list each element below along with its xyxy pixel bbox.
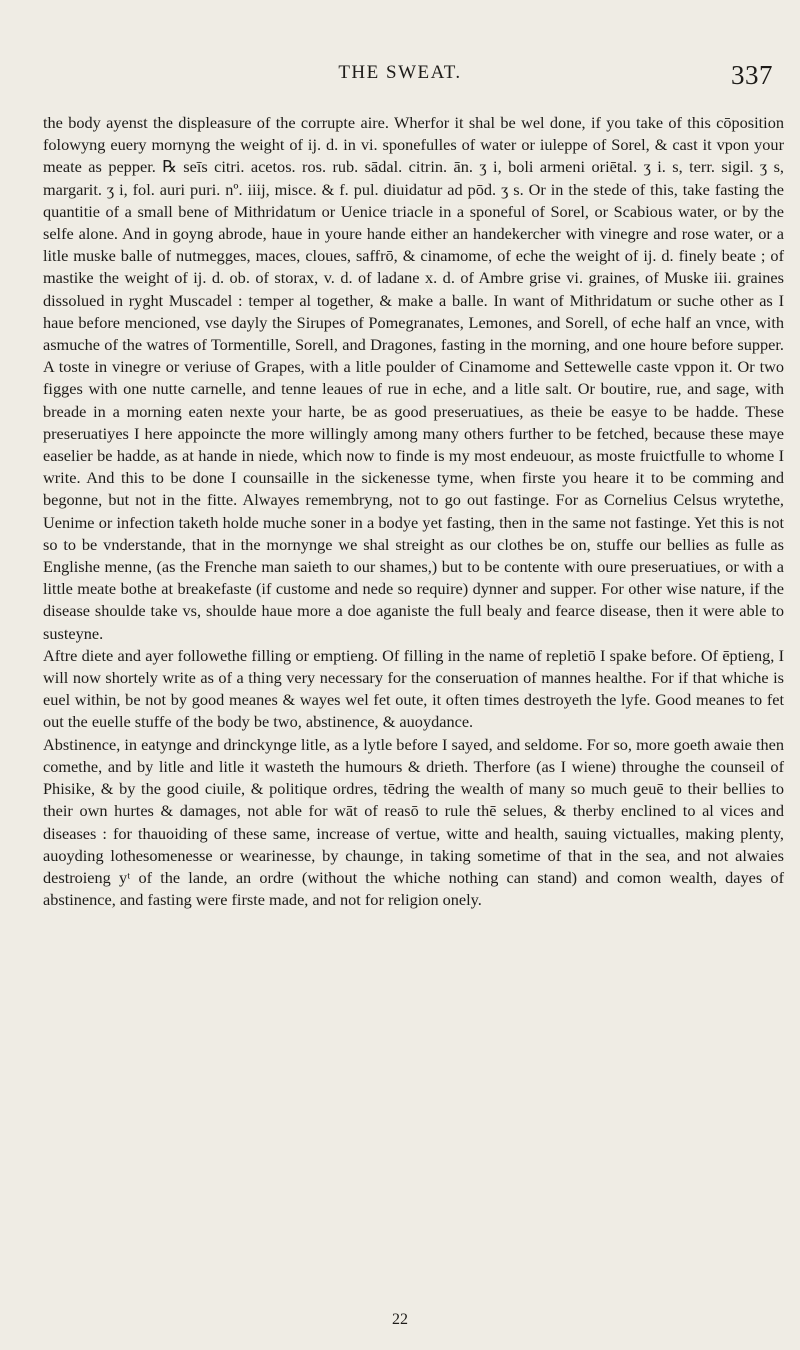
paragraph-2: Aftre diete and ayer followethe filling or emptieng. Of filling in the name of repletiō I spake before. Of ēptieng, I will now shortely write as of a thing very necessary for the conseruation of mannes healthe. For if that whiche is euel within, be not by good meanes & wayes wel fet oute, it often times destroyeth the lyfe. Good meanes to fet out the euelle stuffe of the body be two, abstinence, & auoydance. (43, 645, 784, 732)
page-number: 337 (731, 60, 773, 90)
paragraph-3: Abstinence, in eatynge and drinckynge litle, as a lytle before I sayed, and seldome. For so, more goeth awaie then comethe, and by litle and litle it wasteth the humours & drieth. Therfore (as I wiene) throughe the counseil of Phisike, & by the good ciuile, & politique ordres, tēdring the wealth of many so much geuē to their bellies to their own hurtes & damages, not able for wāt of reasō to rule thē selues, & therby enclined to al vices and diseases : for thauoiding of these same, increase of vertue, witte and health, sauing victualles, making plenty, auoyding lothesomenesse or wearinesse, by chaunge, in taking sometime of that in the sea, and not alwaies destroieng yᵗ of the lande, an ordre (without the whiche nothing can stand) and comon wealth, dayes of abstinence, and fasting were firste made, and not for religion onely. (43, 734, 784, 910)
body-text (43, 112, 784, 911)
page-header (0, 62, 800, 90)
running-title: THE SWEAT. (338, 62, 462, 83)
paragraph-1: the body ayenst the displeasure of the corrupte aire. Wherfor it shal be wel done, if you take of this cōposition folowyng euery mornyng the weight of ij. d. in vi. sponefulles of water or iuleppe of Sorel, & cast it vpon your meate as pepper. ℞ seīs citri. acetos. ros. rub. sādal. citrin. ān. ʒ i, boli armeni oriētal. ʒ i. s, terr. sigil. ʒ s, margarit. ʒ i, fol. auri puri. nº. iiij, misce. & f. pul. diuidatur ad pōd. ʒ s. Or in the stede of this, take fasting the quantitie of a small bene of Mithridatum or Uenice triacle in a sponeful of Sorel, or Scabious water, or by the selfe alone. And in goyng abrode, haue in youre hande either an handekercher with vinegre and rose water, or a litle muske balle of nutmegges, maces, cloues, saffrō, & cinamome, of eche the weight of ij. d. finely beate ; of mastike the weight of ij. d. ob. of storax, v. d. of ladane x. d. of Ambre grise vi. graines, of Muske iii. graines dissolued in ryght Muscadel : temper al together, & make a balle. In want of Mithridatum or suche other as I haue before mencioned, vse dayly the Sirupes of Pomegranates, Lemones, and Sorell, of eche half an vnce, with asmuche of the watres of Tormentille, Sorell, and Dragones, fasting in the morning, and one houre before supper. A toste in vinegre or veriuse of Grapes, with a litle poulder of Cinamome and Settewelle caste vppon it. Or two figges with one nutte carnelle, and tenne leaues of rue in eche, and a litle salt. Or boutire, rue, and sage, with breade in a morning eaten nexte your harte, be as good preseruatiues, as theie be easye to be hadde. These preseruatiyes I here appoincte the more willingly among many others further to be fetched, because these maye easelier be hadde, as at hande in niede, which now to finde is my most endeuour, as moste fruictfulle to whome I write. And this to be done I counsaille in the sickenesse tyme, when firste you heare it to be comming and begonne, but not in the fitte. Alwayes remembryng, not to go out fastinge. For as Cornelius Celsus wrytethe, Uenime or infection taketh holde muche soner in a bodye yet fasting, then in the same not fastinge. Yet this is not so to be vnderstande, that in the mornynge we shal streight as our clothes be on, stuffe our bellies as fulle as Englishe menne, (as the Frenche man saieth to our shames,) but to be contente with oure preseruatiues, or with a little meate bothe at breakefaste (if custome and nede so require) dynner and supper. For other wise nature, if the disease shoulde take vs, shoulde haue more a doe aganiste the full bealy and fearce disease, then it were able to susteyne. (43, 113, 784, 643)
signature-mark: 22 (392, 1311, 408, 1328)
